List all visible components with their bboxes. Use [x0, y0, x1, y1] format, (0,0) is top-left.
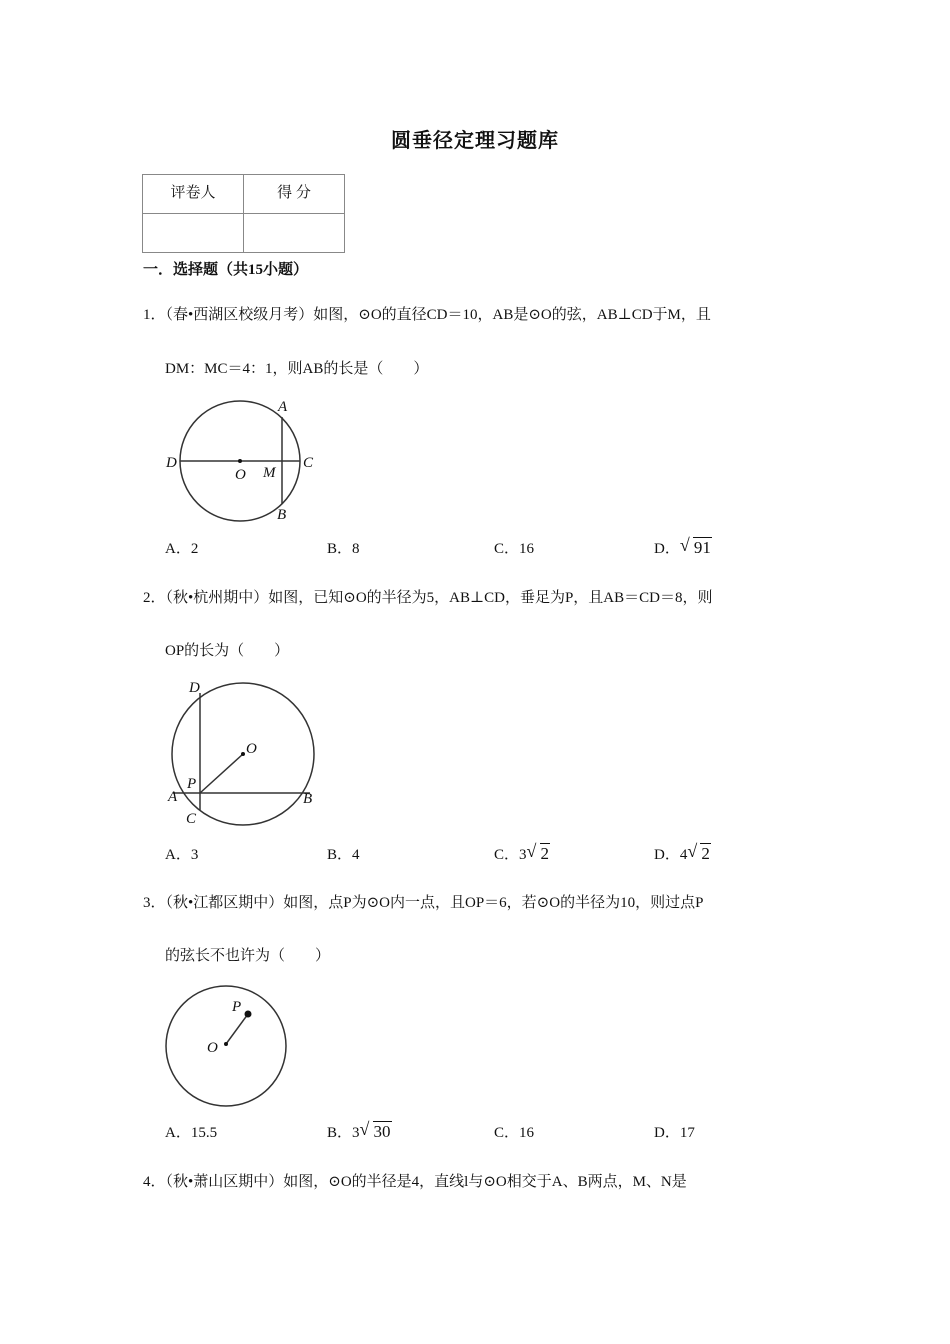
score-table-grader-cell[interactable]	[143, 214, 244, 253]
section-heading: 一．选择题（共15小题）	[143, 262, 309, 278]
q1-center-dot	[238, 459, 242, 463]
question-3-line-1	[143, 891, 703, 912]
q1-option-d-radicand: 91	[693, 538, 711, 557]
sqrt-symbol: √ 2	[526, 841, 550, 863]
q1-label-b: B	[277, 507, 287, 523]
q1-label-o: O	[235, 467, 246, 483]
q3-center-dot	[224, 1042, 228, 1046]
q1-option-a[interactable]: A．2	[165, 541, 199, 557]
question-4-line-1	[143, 1170, 687, 1191]
q3-option-b-radicand: 30	[373, 1122, 391, 1141]
q1-option-d[interactable]	[654, 537, 712, 558]
q3-option-c[interactable]: C．16	[494, 1125, 535, 1141]
q1-label-c: C	[303, 455, 314, 471]
q2-label-o: O	[246, 741, 257, 757]
question-1-text-2: DM：MC＝4：1，则AB的长是（ ）	[165, 361, 429, 377]
q3-option-a[interactable]: A．15.5	[165, 1125, 218, 1141]
sqrt-symbol: √ 91	[679, 535, 711, 557]
page-title: 圆垂径定理习题库	[391, 130, 559, 152]
score-table	[142, 174, 345, 253]
q2-option-c-prefix: C．3	[494, 847, 527, 863]
question-1-number: 1．	[143, 307, 166, 323]
q1-option-d-prefix: D．	[654, 541, 680, 557]
q2-label-a: A	[168, 789, 178, 805]
score-table-grader-header: 评卷人	[143, 175, 244, 214]
q2-label-c: C	[186, 811, 197, 827]
score-table-score-cell[interactable]	[244, 214, 345, 253]
q1-label-d: D	[166, 455, 177, 471]
score-table-score-header: 得 分	[244, 175, 345, 214]
sqrt-symbol: √ 2	[687, 841, 710, 863]
question-2-number: 2．	[143, 590, 166, 606]
question-2-text-1: （秋•杭州期中）如图，已知⊙O的半径为5，AB⊥CD，垂足为P，且AB＝CD＝8，则	[165, 590, 713, 606]
q3-option-b-prefix: B．3	[327, 1125, 360, 1141]
question-2-figure	[160, 675, 330, 835]
q3-point-p	[245, 1011, 252, 1018]
q2-option-c[interactable]	[494, 843, 550, 864]
question-2-line-1	[143, 586, 712, 607]
q2-option-a[interactable]: A．3	[165, 847, 199, 863]
q2-option-d[interactable]	[654, 843, 711, 864]
q2-option-c-radicand: 2	[540, 844, 550, 863]
question-3-figure	[160, 980, 300, 1110]
question-1-text-1: （春•西湖区校级月考）如图，⊙O的直径CD＝10，AB是⊙O的弦，AB⊥CD于M，且	[165, 307, 711, 323]
question-3-text-1: （秋•江都区期中）如图，点P为⊙O内一点，且OP＝6，若⊙O的半径为10，则过点P	[165, 895, 704, 911]
q3-label-o: O	[207, 1040, 218, 1056]
q2-segment-op	[200, 754, 243, 793]
q2-option-b[interactable]: B．4	[327, 847, 360, 863]
question-3-text-2: 的弦长不也许为（ ）	[165, 948, 331, 964]
question-4-number: 4．	[143, 1174, 166, 1190]
question-1-line-1	[143, 303, 711, 324]
question-4-text-1: （秋•萧山区期中）如图，⊙O的半径是4，直线l与⊙O相交于A、B两点，M、N是	[165, 1174, 687, 1190]
q2-option-d-radicand: 2	[701, 844, 710, 863]
q2-option-d-prefix: D．4	[654, 847, 688, 863]
question-1-figure	[160, 395, 330, 525]
q2-label-p: P	[187, 776, 197, 792]
q2-label-b: B	[303, 791, 313, 807]
q2-label-d: D	[189, 680, 200, 696]
sqrt-symbol: √ 30	[359, 1119, 391, 1141]
q1-label-m: M	[263, 465, 276, 481]
question-3-number: 3．	[143, 895, 166, 911]
q1-option-c[interactable]: C．16	[494, 541, 535, 557]
q3-label-p: P	[232, 999, 242, 1015]
q3-segment-op	[226, 1014, 248, 1044]
q1-option-b[interactable]: B．8	[327, 541, 360, 557]
q3-option-b[interactable]	[327, 1121, 392, 1142]
q3-option-d[interactable]: D．17	[654, 1125, 695, 1141]
q1-label-a: A	[278, 399, 288, 415]
q2-center-dot	[241, 752, 245, 756]
question-2-text-2: OP的长为（ ）	[165, 643, 290, 659]
